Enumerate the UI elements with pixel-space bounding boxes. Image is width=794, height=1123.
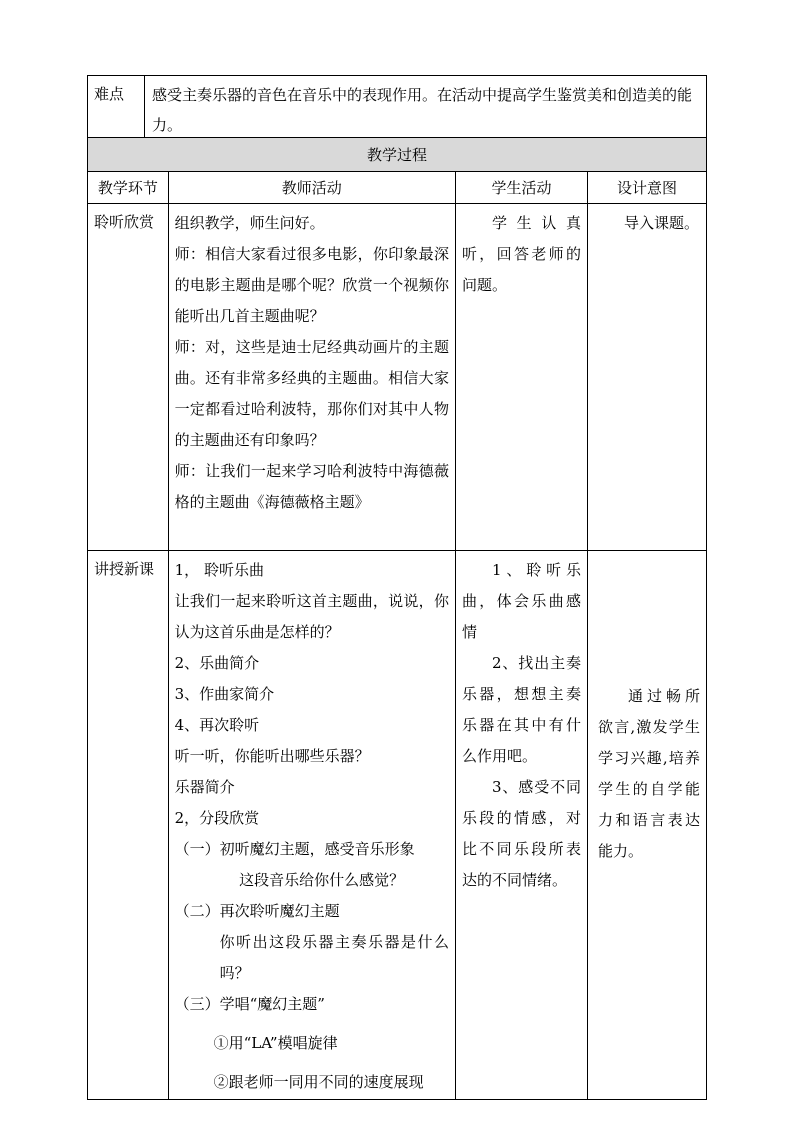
stage-listening: 聆听欣赏 [88,204,169,551]
teacher-line: 4、再次聆听 [174,716,260,734]
difficulty-label: 难点 [88,76,145,146]
teacher-line: （三）学唱“魔幻主题” [174,995,325,1013]
difficulty-content: 感受主奏乐器的音色在音乐中的表现作用。在活动中提高学生鉴赏美和创造美的能力。 [145,76,707,146]
difficulty-row [88,76,707,146]
teacher-activity-listening [168,204,455,551]
design-intent-new-lesson [588,551,707,1100]
teacher-line: 师：相信大家看过很多电影，你印象最深的电影主题曲是哪个呢？欣赏一个视频你能听出几首主题曲呢？ [174,245,449,325]
teaching-process-table [87,137,707,1100]
student-text: 1、聆听乐曲，体会乐曲感情 [461,561,582,641]
header-teacher: 教师活动 [168,172,455,204]
teacher-line: 1， 聆听乐曲 [174,561,264,579]
header-row [88,172,707,204]
teacher-line: 你听出这段乐器主奏乐器是什么吗？ [219,933,449,982]
process-title-row [88,138,707,172]
header-student: 学生活动 [455,172,587,204]
teacher-line: 2，分段欣赏 [174,809,260,827]
teacher-line: ①用“LA”模唱旋律 [213,1034,338,1052]
teacher-line: 师：对，这些是迪士尼经典动画片的主题曲。还有非常多经典的主题曲。相信大家一定都看过哈利波特，那你们对其中人物的主题曲还有印象吗？ [174,338,449,449]
design-text: 导入课题。 [624,214,700,232]
process-title: 教学过程 [88,138,707,172]
difficulty-table [87,75,707,146]
design-intent-listening [588,204,707,551]
row-listening [88,204,707,551]
teacher-line: ②跟老师一同用不同的速度展现 [213,1073,424,1091]
teacher-line: 师：让我们一起来学习哈利波特中海德薇格的主题曲《海德薇格主题》 [174,462,449,511]
design-text: 通过畅所欲言,激发学生学习兴趣,培养学生的自学能力和语言表达能力。 [598,687,700,860]
row-new-lesson [88,551,707,1100]
student-activity-new-lesson [455,551,587,1100]
teacher-line: 乐器简介 [174,778,235,796]
student-activity-listening [455,204,587,551]
student-text: 3、感受不同乐段的情感，对比不同乐段所表达的不同情绪。 [461,778,582,889]
teacher-line: （二）再次聆听魔幻主题 [174,902,340,920]
teacher-line: 让我们一起来聆听这首主题曲，说说，你认为这首乐曲是怎样的？ [174,592,449,641]
teacher-activity-new-lesson [168,551,455,1100]
student-text: 学生认真听，回答老师的问题。 [461,214,582,294]
teacher-line: 听一听，你能听出哪些乐器？ [174,747,370,765]
header-design: 设计意图 [588,172,707,204]
teacher-line: （一）初听魔幻主题，感受音乐形象 [174,840,415,858]
teacher-line: 这段音乐给你什么感觉？ [239,871,405,889]
header-stage: 教学环节 [88,172,169,204]
teacher-line: 2、乐曲简介 [174,654,260,672]
teacher-line: 3、作曲家简介 [174,685,275,703]
teacher-line: 组织教学，师生问好。 [174,214,325,232]
stage-new-lesson: 讲授新课 [88,551,169,1100]
student-text: 2、找出主奏乐器，想想主奏乐器在其中有什么作用吧。 [461,654,582,765]
